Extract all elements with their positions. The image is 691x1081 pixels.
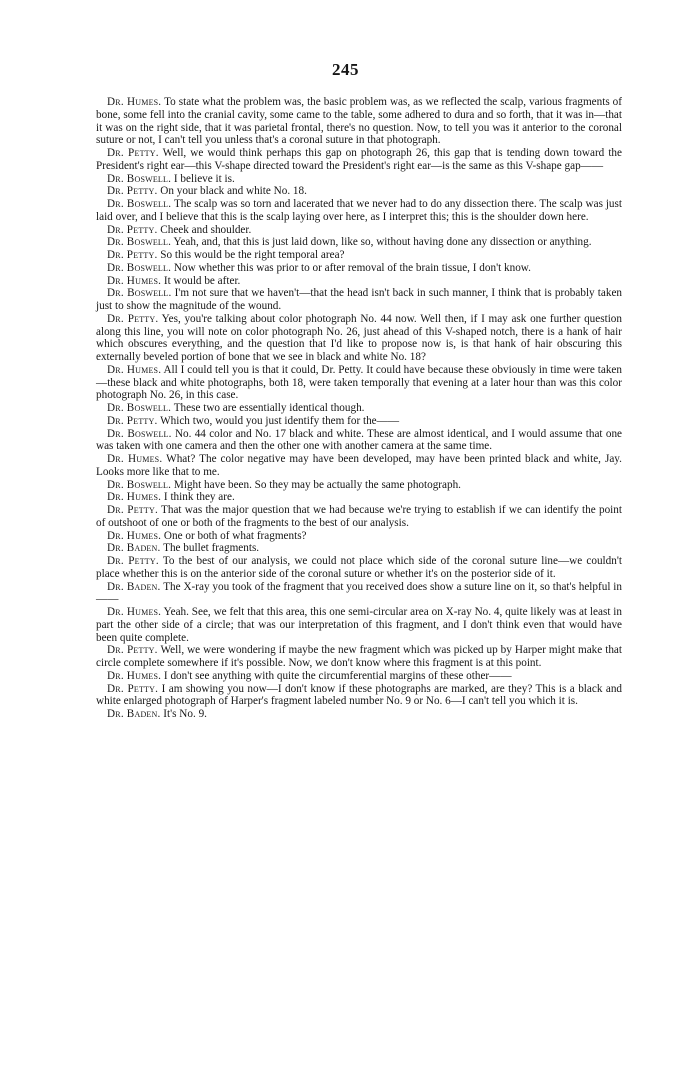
- speaker-name: Dr. Boswell.: [107, 236, 172, 249]
- paragraph-text: To the best of our analysis, we could not place which side of the coronal suture line—we couldn't place whether this is on the anterior side of the coronal suture or whether it's on the posterior side of it.: [96, 555, 622, 580]
- speaker-name: Dr. Petty.: [107, 147, 159, 159]
- transcript-paragraph: [96, 428, 622, 454]
- speaker-name: Dr. Boswell.: [107, 287, 172, 300]
- transcript-paragraph: [96, 542, 622, 555]
- transcript-paragraph: [96, 683, 622, 709]
- transcript-paragraph: [96, 236, 622, 249]
- paragraph-text: The X-ray you took of the fragment that you received does show a suture line on it, so that's helpful in——: [96, 580, 622, 606]
- transcript-paragraph: [96, 262, 622, 275]
- paragraph-text: I believe it is.: [173, 172, 235, 185]
- transcript-paragraph: [96, 491, 622, 504]
- speaker-name: Dr. Petty.: [107, 504, 158, 516]
- paragraph-text: So this would be the right temporal area?: [160, 249, 345, 261]
- paragraph-text: What? The color negative may have been developed, may have been printed black and white, Jay. Looks more like that to me.: [96, 453, 622, 478]
- speaker-name: Dr. Humes.: [107, 669, 162, 682]
- speaker-name: Dr. Boswell.: [107, 172, 172, 185]
- transcript-paragraph: [96, 479, 622, 492]
- transcript-paragraph: [96, 402, 622, 415]
- speaker-name: Dr. Humes.: [107, 96, 162, 108]
- speaker-name: Dr. Humes.: [107, 606, 162, 618]
- paragraph-text: One or both of what fragments?: [163, 529, 307, 542]
- speaker-name: Dr. Baden.: [107, 708, 161, 720]
- speaker-name: Dr. Petty.: [107, 312, 159, 325]
- paragraph-text: Yeah. See, we felt that this area, this one semi-circular area on X-ray No. 4, quite likely was at least in part the other side of a circle; that was our interpretation of this fragment, and I don't think even that would have been quite complete.: [96, 606, 622, 644]
- speaker-name: Dr. Boswell.: [107, 402, 172, 414]
- transcript-paragraph: [96, 530, 622, 543]
- speaker-name: Dr. Petty.: [107, 644, 158, 657]
- speaker-name: Dr. Boswell.: [107, 427, 172, 440]
- transcript-paragraph: [96, 644, 622, 670]
- paragraph-text: Which two, would you just identify them for the——: [160, 414, 400, 427]
- transcript-paragraph: [96, 287, 622, 313]
- speaker-name: Dr. Petty.: [107, 682, 159, 695]
- speaker-name: Dr. Petty.: [107, 414, 158, 427]
- paragraph-text: Well, we would think perhaps this gap on photograph 26, this gap that is tending down toward the President's right ear—this V-shape directed toward the President's right ear—is the same as this V-shape gap——: [96, 147, 622, 172]
- transcript-paragraph: [96, 504, 622, 530]
- speaker-name: Dr. Humes.: [107, 453, 163, 465]
- paragraph-text: It would be after.: [163, 274, 241, 287]
- paragraph-text: No. 44 color and No. 17 black and white. These are almost identical, and I would assume that one was taken with one camera and then the other one with another camera at the same time.: [96, 427, 623, 453]
- transcript-body: [96, 96, 622, 721]
- transcript-paragraph: [96, 147, 622, 173]
- speaker-name: Dr. Humes.: [107, 274, 162, 287]
- paragraph-text: I am showing you now—I don't know if these photographs are marked, are they? This is a black and white enlarged photograph of Harper's fragment labeled number No. 9 or No. 6—I can't tell you which it is.: [96, 682, 623, 708]
- transcript-paragraph: [96, 275, 622, 288]
- transcript-paragraph: [96, 173, 622, 186]
- speaker-name: Dr. Humes.: [107, 529, 162, 542]
- paragraph-text: All I could tell you is that it could, Dr. Petty. It could have because these obviously in time were taken—these black and white photographs, both 18, were taken temporally that evening at a later hour than was this color photograph No. 26, in this case.: [96, 363, 622, 402]
- transcript-paragraph: [96, 249, 622, 262]
- transcript-paragraph: [96, 708, 622, 721]
- speaker-name: Dr. Petty.: [107, 185, 158, 198]
- paragraph-text: The bullet fragments.: [163, 542, 260, 555]
- speaker-name: Dr. Petty.: [107, 249, 158, 261]
- speaker-name: Dr. Boswell.: [107, 261, 172, 274]
- transcript-paragraph: [96, 670, 622, 683]
- paragraph-text: I'm not sure that we haven't—that the head isn't back in such manner, I think that is probably taken just to show the magnitude of the wound.: [96, 287, 622, 312]
- speaker-name: Dr. Humes.: [107, 491, 162, 504]
- paragraph-text: I think they are.: [163, 491, 235, 504]
- speaker-name: Dr. Boswell.: [107, 478, 172, 491]
- paragraph-text: I don't see anything with quite the circumferential margins of these other——: [163, 669, 512, 682]
- transcript-paragraph: [96, 364, 622, 402]
- page-number: 245: [332, 60, 359, 79]
- transcript-paragraph: [96, 581, 622, 607]
- paragraph-text: That was the major question that we had because we're trying to establish if we can identify the point of outshoot of one or both of the fragments to the best of our analysis.: [96, 504, 622, 529]
- transcript-paragraph: [96, 96, 622, 147]
- paragraph-text: To state what the problem was, the basic problem was, as we reflected the scalp, various fragments of bone, some fell into the cranial cavity, some came to the table, some adhered to dura and so forth, that it was in—that it was on the right side, that it was parietal frontal, there's no question. Now, to tell you was it anterior to the coronal suture or not, I can't tell you unless that's a coronal suture in that photograph.: [96, 96, 622, 147]
- paragraph-text: Yeah, and, that this is just laid down, like so, without having done any dissection or anything.: [173, 236, 592, 249]
- paragraph-text: Now whether this was prior to or after removal of the brain tissue, I don't know.: [173, 261, 531, 274]
- transcript-paragraph: [96, 453, 622, 479]
- transcript-paragraph: [96, 606, 622, 644]
- paragraph-text: It's No. 9.: [163, 708, 207, 720]
- transcript-paragraph: [96, 555, 622, 581]
- transcript-paragraph: [96, 415, 622, 428]
- speaker-name: Dr. Baden.: [107, 542, 161, 555]
- transcript-paragraph: [96, 198, 622, 224]
- paragraph-text: Well, we were wondering if maybe the new fragment which was picked up by Harper might make that circle complete somewhere if it's possible. Now, we don't know where this fragment is at this point.: [96, 644, 622, 669]
- paragraph-text: These two are essentially identical though.: [173, 402, 365, 414]
- speaker-name: Dr. Baden.: [107, 580, 161, 593]
- speaker-name: Dr. Boswell.: [107, 198, 172, 210]
- transcript-paragraph: [96, 224, 622, 237]
- speaker-name: Dr. Petty.: [107, 223, 158, 236]
- transcript-paragraph: [96, 185, 622, 198]
- paragraph-text: On your black and white No. 18.: [160, 185, 307, 198]
- speaker-name: Dr. Petty.: [107, 555, 159, 567]
- paragraph-text: Cheek and shoulder.: [160, 223, 252, 236]
- paragraph-text: Yes, you're talking about color photograph No. 44 now. Well then, if I may ask one further question along this line, you will note on color photograph No. 26, just ahead of this V-shaped notch, there is a hank of hair which obscures everything, and the question that I'd like to propose now is, is that hank of hair obscuring this externally beveled portion of bone that we see in black and white No. 18?: [96, 312, 622, 363]
- transcript-paragraph: [96, 313, 622, 364]
- paragraph-text: The scalp was so torn and lacerated that we never had to do any dissection there. The scalp was just laid over, and I believe that this is the scalp laying over here, as I interpret this; this is the shoulder down here.: [96, 198, 622, 223]
- paragraph-text: Might have been. So they may be actually the same photograph.: [173, 478, 461, 491]
- speaker-name: Dr. Humes.: [107, 363, 162, 376]
